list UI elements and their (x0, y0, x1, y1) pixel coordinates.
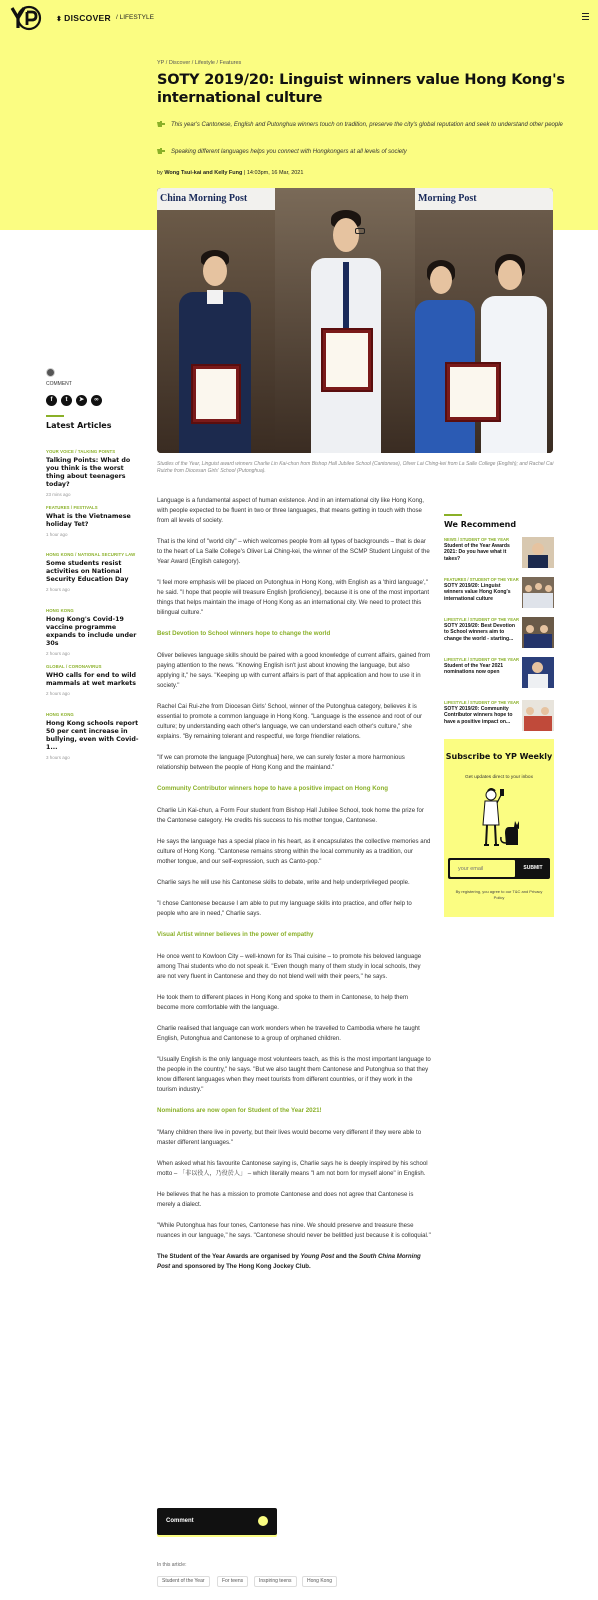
nav-subsection[interactable]: / LIFESTYLE (116, 14, 154, 21)
recommend-category[interactable]: LIFESTYLE / STUDENT OF THE YEAR (444, 657, 520, 662)
article-paragraph: "While Putonghua has four tones, Cantonese has nine. We should preserve and treasure these nuances in our language," he says. "Cantonese should never be belittled just because it is colloquial." (157, 1222, 431, 1239)
article-body (157, 496, 431, 1283)
person-with-dog-illustration (478, 787, 522, 849)
article-paragraph: He says the language has a special place in his heart, as it encapsulates the collective memories and culture of Hong Kong. "Cantonese remains strong within the local community as a tradition, our mother tongue, and our self-expression, such as Canto-pop." (157, 838, 431, 865)
subscribe-box (444, 739, 554, 917)
latest-article-item[interactable] (46, 449, 142, 497)
hero-photo (157, 188, 553, 453)
tag-for-teens[interactable]: For teens (217, 1576, 248, 1587)
latest-article-item[interactable] (46, 552, 142, 592)
article-paragraph: When asked what his favourite Cantonese saying is, Charlie says he is deeply inspired by his school motto – 「非以役人，乃役於人」 – which literally means "I am not born for myself alone" in English. (157, 1160, 428, 1177)
recommend-headline[interactable]: Student of the Year Awards 2021: Do you have what it takes? (444, 542, 510, 562)
recommend-thumbnail[interactable] (522, 700, 554, 731)
recommend-item[interactable] (444, 617, 554, 650)
top-nav (0, 0, 598, 36)
comment-avatar-icon (258, 1516, 268, 1526)
recommend-item[interactable] (444, 537, 554, 570)
tag-student-of-the-year[interactable]: Student of the Year (157, 1576, 210, 1587)
recommend-category[interactable]: LIFESTYLE / STUDENT OF THE YEAR (444, 617, 520, 622)
latest-articles-title: Latest Articles (46, 421, 112, 430)
latest-category[interactable]: FEATURES / FESTIVALS (46, 505, 98, 510)
facebook-icon[interactable]: f (46, 395, 57, 406)
article-paragraph: He took them to different places in Hong Kong and spoke to them in Cantonese, to help them become more comfortable with the language. (157, 994, 408, 1011)
link-icon[interactable]: ∞ (91, 395, 102, 406)
recommend-headline[interactable]: SOTY 2019/20: Linguist winners value Hong Kong's international culture (444, 582, 511, 602)
article-paragraph: "I feel more emphasis will be placed on Putonghua in Hong Kong, with English as a 'third language'," he said. "I hope that people will treasure English [proficiency], because it is one of the most important things that helps maintain the image of Hong Kong as an international city. We need to protect this bilingual culture." (157, 579, 430, 616)
subscribe-terms-note[interactable]: By registering, you agree to our T&C and Privacy Policy (455, 889, 543, 900)
article-paragraph: Charlie says he will use his Cantonese skills to debate, write and help underprivileged people. (157, 879, 410, 886)
photo-caption: Studies of the Year, Linguist award winners Charlie Lin Kai-chun from Bishop Hall Jubilee School (Cantonese), Oliver Lai Ching-kei from La Salle College (English); and Rachel Cai Ruizhe from Diocesan Girls' School (Putonghua). (157, 461, 554, 474)
recommend-item[interactable] (444, 577, 554, 610)
article-paragraph: Rachel Cai Rui-zhe from Diocesan Girls' School, winner of the Putonghua category, believes it is essential to promote a common language in Hong Kong. "Language is the essence and root of our culture; by understanding each other's language, we can understand each other's culture," she explains. "By remaining tolerant and respectful, we forge friendlier relations. (157, 703, 423, 740)
subscribe-subtitle: Get updates direct to your inbox (465, 775, 533, 780)
recommend-item[interactable] (444, 700, 554, 733)
latest-article-item[interactable] (46, 505, 142, 537)
breadcrumb[interactable]: YP / Discover / Lifestyle / Features (157, 60, 242, 66)
latest-headline[interactable]: Hong Kong schools report 50 per cent increase in bullying, even with Covid-1... (46, 720, 139, 751)
recommend-rule (444, 514, 462, 516)
photo-panel-1 (157, 188, 275, 453)
recommend-thumbnail[interactable] (522, 537, 554, 568)
nav-section-label: DISCOVER (64, 13, 111, 23)
we-recommend-title: We Recommend (444, 520, 517, 529)
article-subheading-link[interactable]: Nominations are now open for Student of the Year 2021! (157, 1107, 322, 1114)
byline-prefix: by (157, 170, 163, 176)
recommend-headline[interactable]: SOTY 2019/20: Community Contributor winners hope to have a positive impact on... (444, 705, 513, 725)
comment-label[interactable]: COMMENT (46, 381, 72, 387)
comment-button-label: Comment (166, 1518, 194, 1524)
article-subheading-link[interactable]: Visual Artist winner believes in the power of empathy (157, 931, 314, 938)
hamburger-menu-icon[interactable] (582, 13, 589, 22)
pointing-hand-icon (157, 148, 165, 154)
summary-text: Speaking different languages helps you connect with Hongkongers at all levels of society (171, 149, 407, 155)
comment-avatar-icon[interactable] (46, 368, 55, 377)
latest-rule (46, 415, 64, 417)
photo-panel-2 (275, 188, 415, 453)
latest-headline[interactable]: Talking Points: What do you think is the worst thing about teenagers today? (46, 457, 131, 488)
pointing-hand-icon (157, 121, 165, 127)
email-input[interactable] (450, 860, 515, 877)
latest-category[interactable]: GLOBAL / CORONAVIRUS (46, 664, 102, 669)
latest-article-item[interactable] (46, 664, 142, 696)
tag-inspiring-teens[interactable]: Inspiring teens (254, 1576, 297, 1587)
sponsor-note (157, 1252, 431, 1272)
byline-date: | 14:03pm, 16 Mar, 2021 (242, 170, 304, 176)
sponsor-text: The Student of the Year Awards are organised by (157, 1253, 301, 1260)
latest-time: 2 hours ago (46, 691, 70, 696)
recommend-thumbnail[interactable] (522, 657, 554, 688)
latest-article-item[interactable] (46, 712, 142, 760)
in-this-article-label: In this article: (157, 1562, 187, 1568)
sponsor-text: South China Morning Post (157, 1253, 421, 1270)
article-paragraph: "Many children there live in poverty, but their lives would become very different if they were able to master different languages." (157, 1129, 422, 1146)
recommend-headline[interactable]: SOTY 2019/20: Best Devotion to School winners aim to change the world - starting... (444, 622, 515, 642)
subscribe-form (448, 858, 550, 879)
subscribe-submit-button[interactable]: SUBMIT (518, 863, 548, 874)
sponsor-text: and the (334, 1253, 360, 1260)
article-paragraph: Charlie realised that language can work wonders when he travelled to Cambodia where he taught English, Putonghua and Cantonese to a group of orphaned children. (157, 1025, 420, 1042)
subscribe-title: Subscribe to YP Weekly (445, 752, 553, 761)
photo-header-text: China Morning Post (157, 188, 275, 210)
article-subheading-link[interactable]: Community Contributor winners hope to have a positive impact on Hong Kong (157, 785, 389, 792)
article-paragraph: Language is a fundamental aspect of human existence. And in an international city like Hong Kong, with people expected to be fluent in two or three languages, that means getting in touch with those from all levels of society. (157, 497, 424, 524)
latest-time: 2 hours ago (46, 651, 70, 656)
comment-button[interactable] (157, 1508, 277, 1535)
latest-category[interactable]: YOUR VOICE / TALKING POINTS (46, 449, 116, 454)
summary-bullet-2 (157, 148, 577, 157)
article-paragraph: That is the kind of "world city" – which welcomes people from all types of backgrounds – that is dear to the heart of La Salle College's Oliver Lai Ching-kei, the winner of the SCMP Student Linguist of the Year Award (English category). (157, 538, 430, 565)
article-title: SOTY 2019/20: Linguist winners value Hong Kong's international culture (157, 72, 565, 106)
latest-category[interactable]: HONG KONG / NATIONAL SECURITY LAW (46, 552, 136, 557)
recommend-category[interactable]: NEWS / STUDENT OF THE YEAR (444, 537, 510, 542)
nav-section[interactable] (56, 13, 111, 23)
recommend-category[interactable]: FEATURES / STUDENT OF THE YEAR (444, 577, 519, 582)
article-paragraph: "Usually English is the only language most volunteers teach, as this is the most important language to the people in the country," he says. "But we also taught them Cantonese and Putonghua so that they know different languages when they meet tourists from different countries, or if they work in the tourism industry." (157, 1056, 431, 1093)
yp-logo[interactable] (10, 5, 43, 31)
tag-hong-kong[interactable]: Hong Kong (302, 1576, 337, 1587)
sponsor-text: and sponsored by The Hong Kong Jockey Club. (170, 1263, 311, 1270)
latest-time: 23 mins ago (46, 492, 71, 497)
latest-headline[interactable]: Hong Kong's Covid-19 vaccine programme expands to include under 30s (46, 616, 137, 647)
recommend-headline[interactable]: Student of the Year 2021 nominations now open (444, 662, 504, 676)
article-paragraph: He believes that he has a mission to promote Cantonese and does not agree that Cantonese is merely a dialect. (157, 1191, 414, 1208)
latest-time: 2 hours ago (46, 587, 70, 592)
article-paragraph: Charlie Lin Kai-chun, a Form Four student from Bishop Hall Jubilee School, took home the prize for the Cantonese category. He credits his success to his mother tongue, Cantonese. (157, 807, 424, 824)
latest-category[interactable]: HONG KONG (46, 712, 74, 717)
twitter-icon[interactable]: t (61, 395, 72, 406)
article-paragraph: Oliver believes language skills should be paired with a good knowledge of current affairs, gained from paying attention to the news. "Knowing English isn't just about knowing the language, but also applying it," he says. "Keeping up with current affairs is part of that application and how to use it in society." (157, 652, 431, 689)
byline (157, 170, 303, 176)
latest-headline[interactable]: WHO calls for end to wild mammals at wet markets (46, 672, 136, 687)
article-paragraph: "I chose Cantonese because I am able to put my language skills into practice, and offer help to people who are in need," Charlie says. (157, 900, 412, 917)
article-paragraph: "If we can promote the language [Putonghua] here, we can surely foster a more harmonious relationship between the people of Hong Kong and the mainland." (157, 754, 405, 771)
summary-text: This year's Cantonese, English and Putonghua winners touch on tradition, preserve the city's global reputation and seek to understand other people (171, 122, 563, 128)
photo-panel-3 (415, 188, 553, 453)
telegram-icon[interactable]: ➤ (76, 395, 87, 406)
summary-bullet-1 (157, 121, 577, 130)
byline-authors[interactable]: Wong Tsui-kai and Kelly Fung (164, 170, 243, 176)
article-paragraph: He once went to Kowloon City – well-known for its Thai cuisine – to promote his beloved language among Thai students who do not speak it. "Even though many of them study in local schools, they are not very fluent in Cantonese and they do not blend well with their peers," he says. (157, 953, 422, 980)
latest-headline[interactable]: Some students resist activities on National Security Education Day (46, 560, 129, 583)
latest-time: 1 hour ago (46, 532, 68, 537)
latest-article-item[interactable] (46, 608, 142, 656)
photo-header-text: Morning Post (415, 188, 553, 210)
article-subheading-link[interactable]: Best Devotion to School winners hope to change the world (157, 630, 331, 637)
recommend-category[interactable]: LIFESTYLE / STUDENT OF THE YEAR (444, 700, 520, 705)
recommend-thumbnail[interactable] (522, 577, 554, 608)
latest-time: 3 hours ago (46, 755, 70, 760)
updown-icon: ⬍ (56, 16, 63, 23)
sponsor-text: Young Post (300, 1253, 335, 1260)
latest-category[interactable]: HONG KONG (46, 608, 74, 613)
recommend-item[interactable] (444, 657, 554, 690)
recommend-thumbnail[interactable] (522, 617, 554, 648)
latest-headline[interactable]: What is the Vietnamese holiday Tet? (46, 513, 131, 528)
